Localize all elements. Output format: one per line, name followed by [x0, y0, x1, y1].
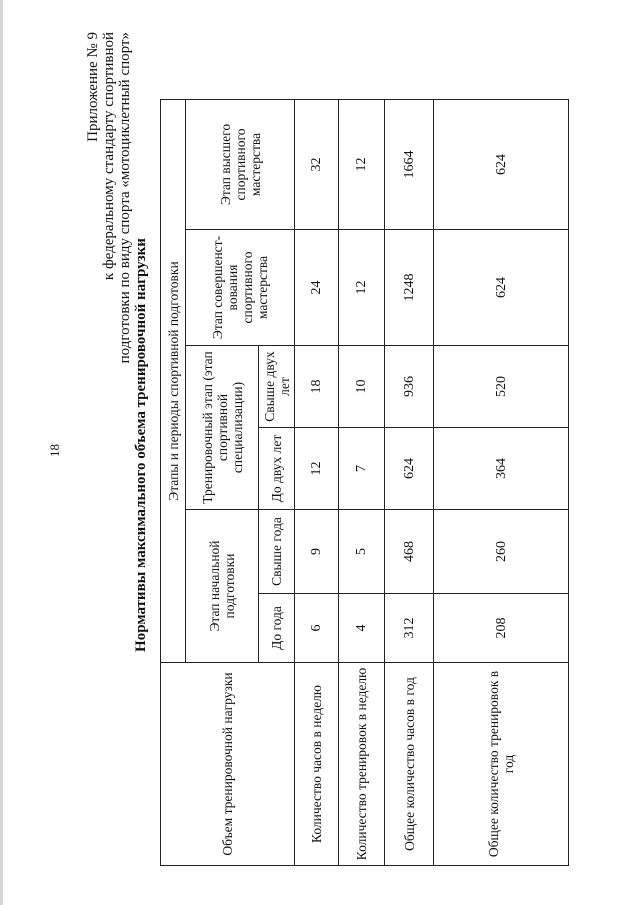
appendix-line-1: Приложение № 9 [85, 32, 101, 142]
stages-group-header: Этапы и периоды спортивной подготовки [161, 100, 186, 663]
table-row [385, 100, 434, 866]
table-cell: 24 [295, 230, 339, 346]
table-cell: 6 [295, 594, 339, 663]
table-cell: 9 [295, 510, 339, 594]
table-cell: 1248 [385, 230, 434, 346]
scan-edge [0, 0, 3, 905]
table-cell: 520 [434, 346, 569, 428]
subheader-over-year: Свыше года [259, 510, 295, 594]
table-cell: 312 [385, 594, 434, 663]
rotated-page [10, 10, 630, 880]
stage-higher-header: Этап высшего спортивного мастерства [186, 100, 295, 230]
table-cell: 4 [339, 594, 385, 663]
load-norms-table [160, 99, 569, 866]
row-label: Общее количество тренировок в год [434, 663, 569, 866]
table-row [295, 100, 339, 866]
table-cell: 7 [339, 428, 385, 510]
appendix-line-3: подготовки по виду спорта «мотоциклетный спорт» [117, 32, 133, 364]
table-cell: 12 [295, 428, 339, 510]
subheader-over-two-years: Свыше двух лет [259, 346, 295, 428]
table-cell: 10 [339, 346, 385, 428]
table-row [434, 100, 569, 866]
subheader-up-to-year: До года [259, 594, 295, 663]
table-cell: 936 [385, 346, 434, 428]
row-label: Общее количество часов в год [385, 663, 434, 866]
appendix-line-2: к федеральному стандарту спортивной [101, 32, 117, 281]
subheader-up-to-two-years: До двух лет [259, 428, 295, 510]
row-label: Количество часов в неделю [295, 663, 339, 866]
corner-header: Объем тренировочной нагрузки [161, 663, 295, 866]
stage-initial-header: Этап начальной подготовки [186, 510, 259, 663]
table-row [339, 100, 385, 866]
table-cell: 624 [434, 230, 569, 346]
table-cell: 18 [295, 346, 339, 428]
row-label: Количество тренировок в неделю [339, 663, 385, 866]
table-cell: 624 [434, 100, 569, 230]
table-cell: 12 [339, 230, 385, 346]
document-title: Нормативы максимального объема тренировочной нагрузки [133, 238, 149, 652]
header-row-1 [161, 100, 186, 866]
table-cell: 5 [339, 510, 385, 594]
table-cell: 12 [339, 100, 385, 230]
table-cell: 260 [434, 510, 569, 594]
appendix-note [85, 32, 133, 363]
stage-training-header: Тренировочный этап (этап спортивной специализации) [186, 346, 259, 510]
table-cell: 1664 [385, 100, 434, 230]
page-number: 18 [47, 444, 62, 457]
table-cell: 32 [295, 100, 339, 230]
table-cell: 468 [385, 510, 434, 594]
stage-improvement-header: Этап совершенст-вования спортивного мастерства [186, 230, 295, 346]
table-cell: 364 [434, 428, 569, 510]
table-cell: 624 [385, 428, 434, 510]
table-cell: 208 [434, 594, 569, 663]
